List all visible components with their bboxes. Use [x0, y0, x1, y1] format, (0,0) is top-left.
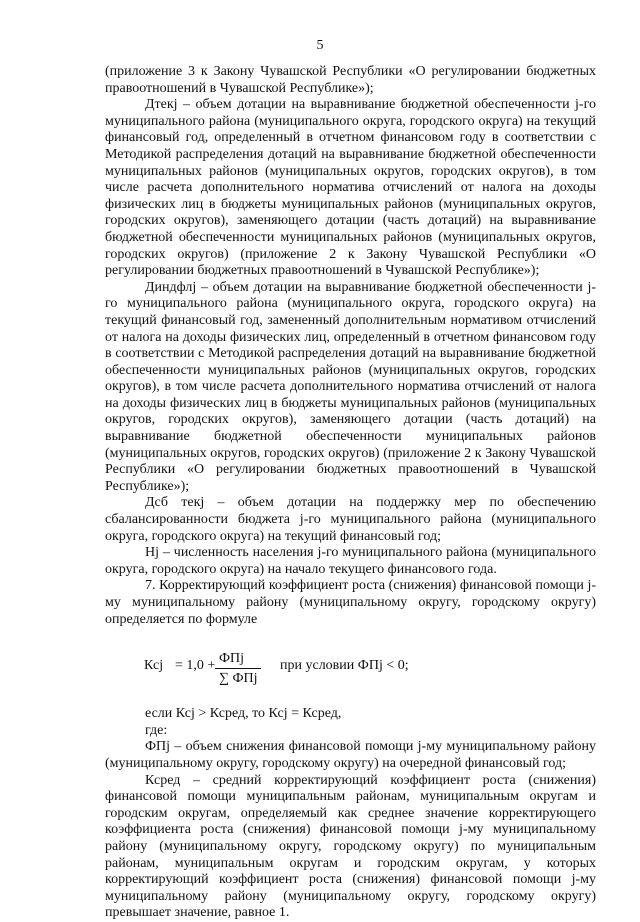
document-body	[105, 64, 596, 922]
formula	[105, 634, 596, 706]
formula-denominator: ∑ ФПj	[219, 671, 258, 687]
formula-condition: при условии ФПj < 0;	[280, 658, 409, 674]
paragraph-ksred: Ксред – средний корректирующий коэффициент роста (снижения) финансовой помощи муниципальным районам, муниципальным округам и городским округам, определяемый как среднее значение корректирующего коэффициента роста (снижения) финансовой помощи j-му муниципальному району (муниципальному округу, городскому округу) по муниципальным районам, муниципальным округам и городским округам, у которых корректирующий коэффициент роста (снижения) финансовой помощи j-му муниципальному району (муниципальному округу, городскому округу) превышает значение, равное 1.	[105, 772, 596, 921]
paragraph-dindfl: Диндфлj – объем дотации на выравнивание бюджетной обеспеченности j-го муниципального района (муниципального округа, городского округа) на текущий финансовый год, замененный дополнительным нормативом отчислений от налога на доходы физических лиц, определенный в отчетном финансовом году в соответствии с Методикой распределения дотаций на выравнивание бюджетной обеспеченности муниципальных районов (муниципальных округов, городских округов), в том числе расчета дополнительного норматива отчислений от налога на доходы физических лиц в бюджеты муниципальных районов (муниципальных округов, городских округов), заменяющего дотации (часть дотаций) на выравнивание бюджетной обеспеченности муниципальных районов (муниципальных округов, городских округов) (приложение 2 к Закону Чувашской Республики «О регулировании бюджетных правоотношений в Чувашской Республике»);	[105, 279, 596, 494]
formula-lhs: Ксj	[144, 658, 164, 674]
paragraph-dtek: Дтекj – объем дотации на выравнивание бюджетной обеспеченности j-го муниципального района (муниципального округа, городского округа) на текущий финансовый год, определенный в отчетном финансовом году в соответствии с Методикой распределения дотаций на выравнивание бюджетной обеспеченности муниципальных районов (муниципальных округов, городских округов), в том числе расчета дополнительного норматива отчислений от налога на доходы физических лиц в бюджеты муниципальных районов (муниципальных округов, городских округов), заменяющего дотации (часть дотаций) на выравнивание бюджетной обеспеченности муниципальных районов (муниципальных округов, городских округов) (приложение 2 к Закону Чувашской Республики «О регулировании бюджетных правоотношений в Чувашской Республике»);	[105, 97, 596, 279]
fraction-bar	[215, 668, 261, 669]
paragraph-population: Hj – численность населения j-го муниципального района (муниципального округа, городского округа) на начало текущего финансового года.	[105, 545, 596, 577]
formula-equals: = 1,0 +	[175, 658, 216, 674]
paragraph-fp: ФПj – объем снижения финансовой помощи j-му муниципальному району (муниципальному округу, городскому округу) на очередной финансовый год;	[105, 739, 596, 771]
condition-line: если Ксj > Ксред, то Ксj = Ксред,	[145, 706, 342, 722]
paragraph-appendix-ref: (приложение 3 к Закону Чувашской Республики «О регулировании бюджетных правоотношений в Чувашской Республике»);	[105, 64, 596, 96]
paragraph-dsb: Дсб текj – объем дотации на поддержку мер по обеспечению сбалансированности бюджета j-го муниципального района (муниципального округа, городского округа) на текущий финансовый год;	[105, 495, 596, 544]
where-label: где:	[145, 722, 168, 738]
formula-numerator: ФПj	[219, 651, 245, 667]
page-number: 5	[316, 38, 324, 53]
paragraph-section-7: 7. Корректирующий коэффициент роста (снижения) финансовой помощи j-му муниципальному району (муниципальному округу, городскому округу) определяется по формуле	[105, 578, 596, 627]
